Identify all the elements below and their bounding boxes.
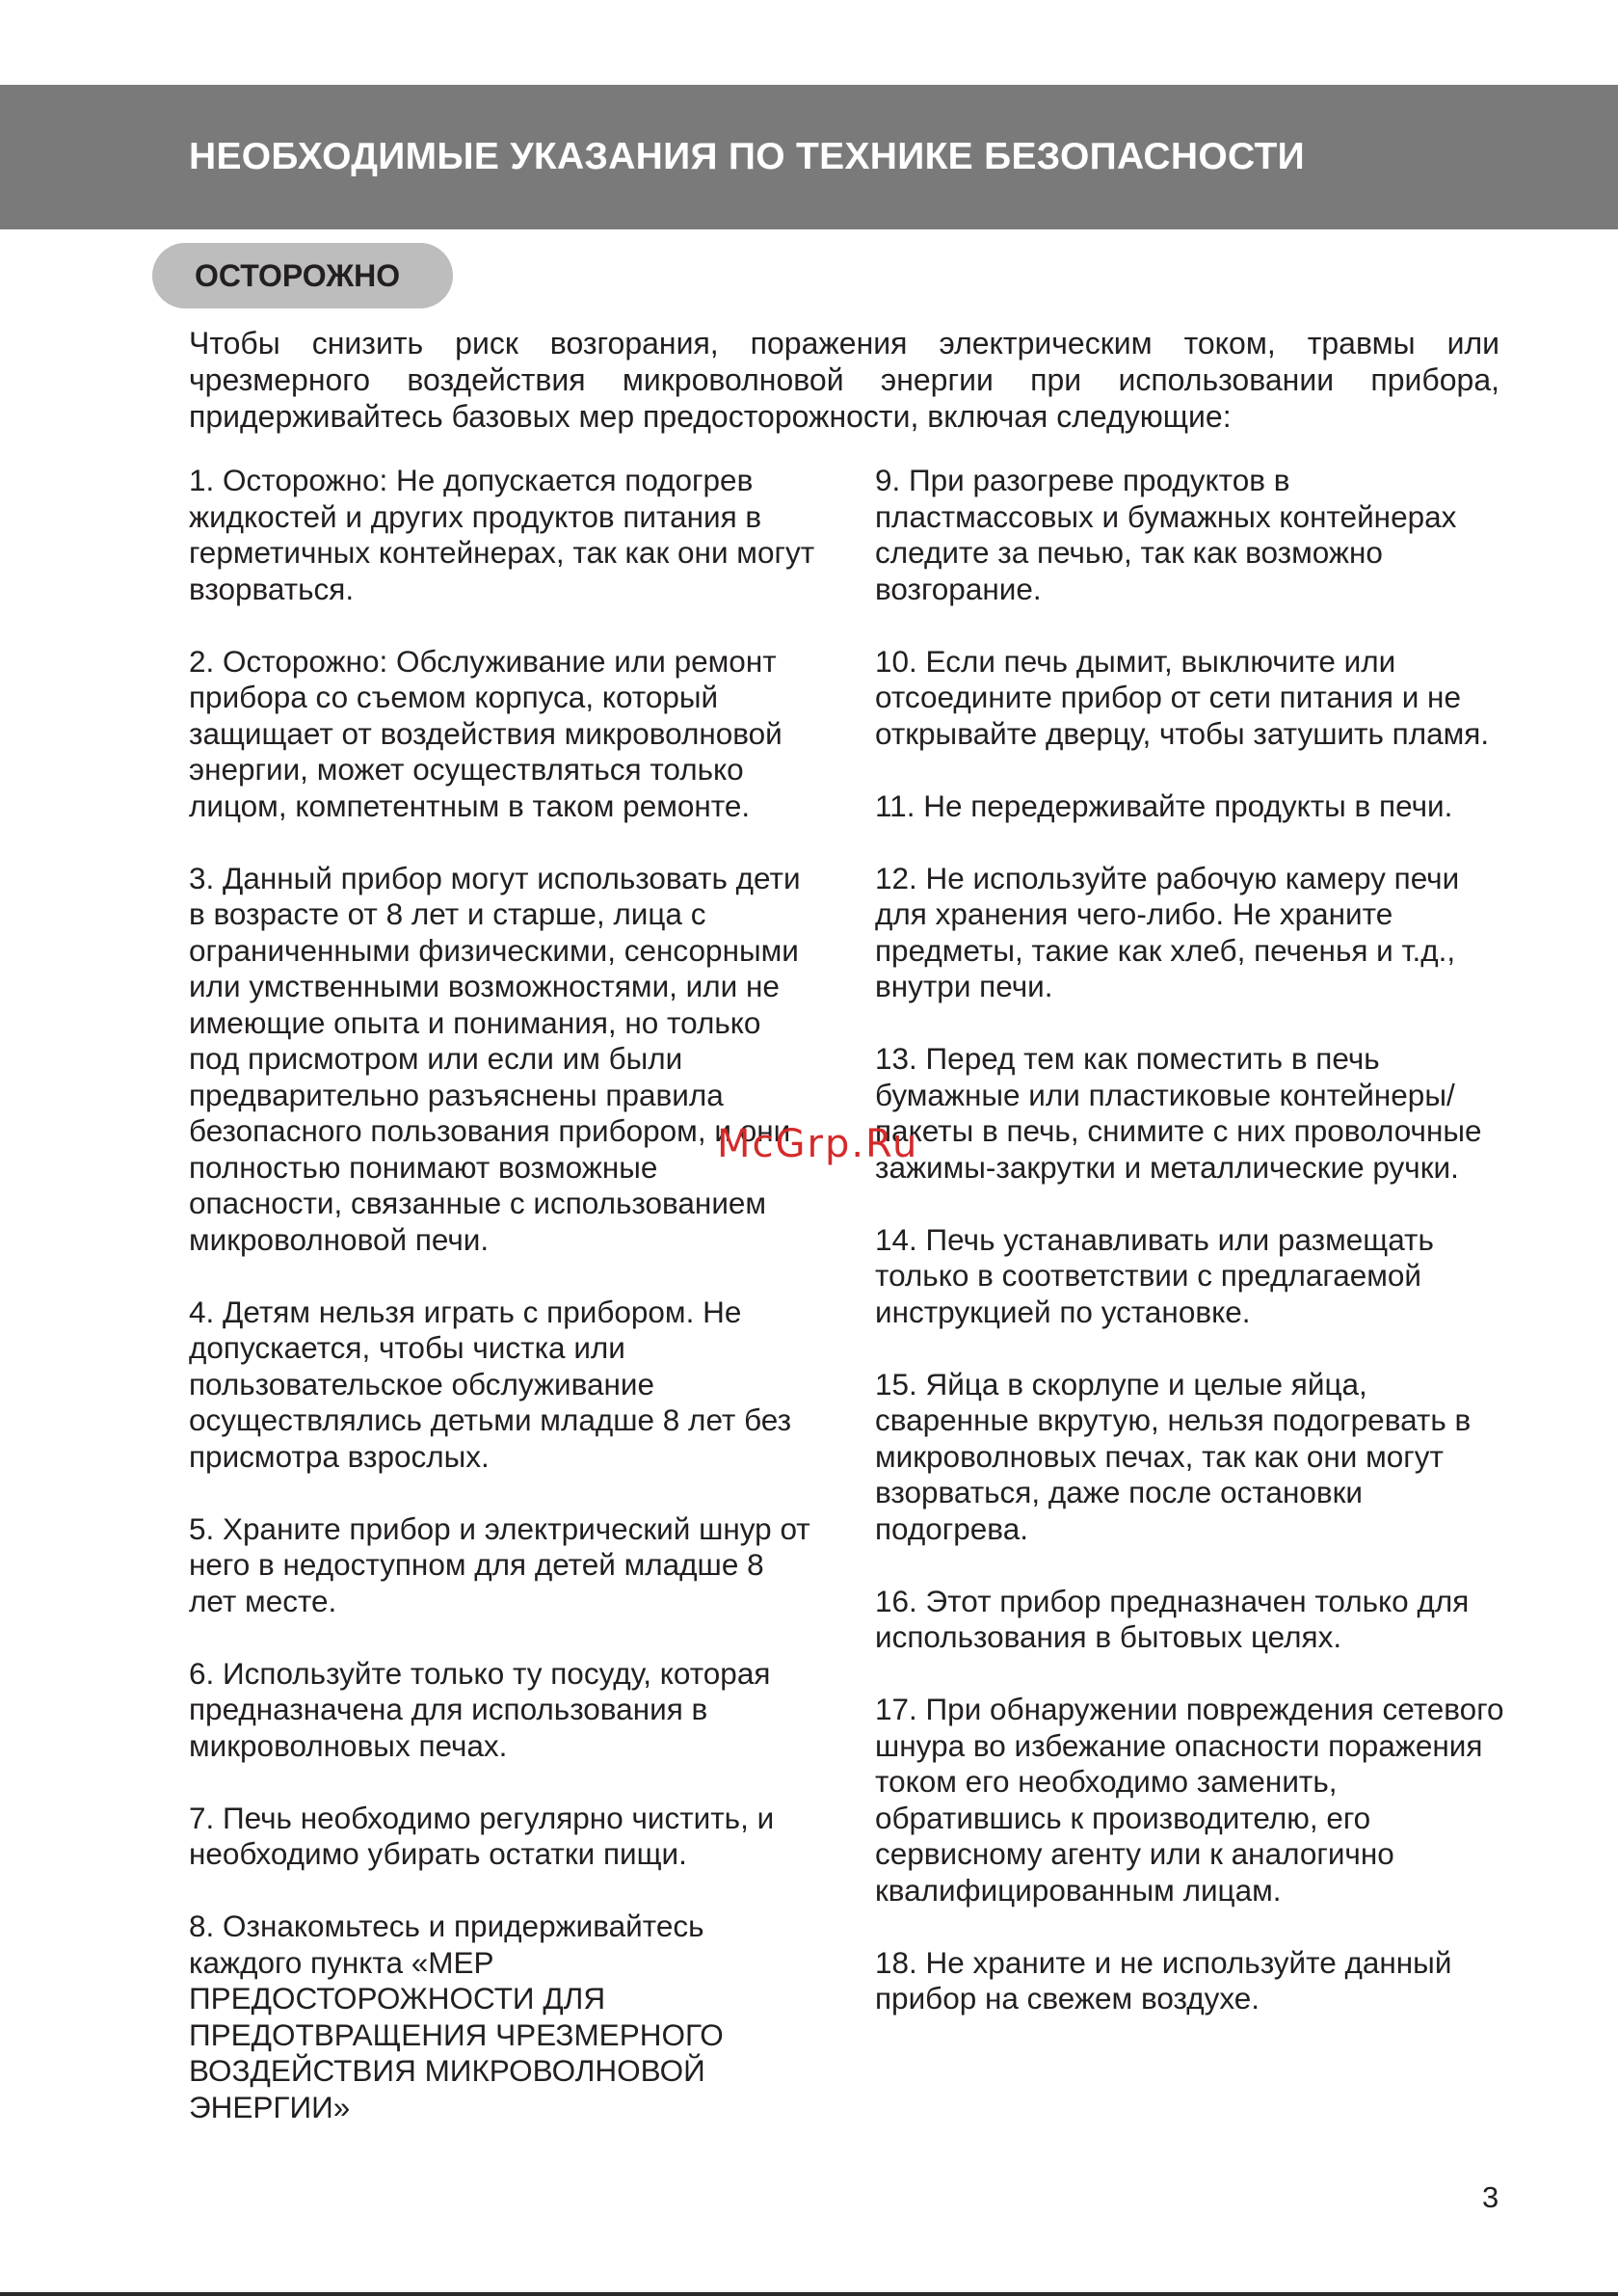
safety-item-9: 9. При разогреве продуктов в пластмассовых и бумажных контейнерах следите за печью, так как возможно возгорание. [875,463,1457,606]
safety-item-17: 17. При обнаружении повреждения сетевого шнура во избежание опасности поражения током его необходимо заменить, обратившись к производителю, его сервисному агенту или к аналогично квалифицированным лицам. [875,1692,1504,1908]
safety-item-2: 2. Осторожно: Обслуживание или ремонт прибора со съемом корпуса, который защищает от воздействия микроволновой энергии, может осуществляться только лицом, компетентным в таком ремонте. [189,643,782,823]
safety-item-15: 15. Яйца в скорлупе и целые яйца, сваренные вкрутую, нельзя подогревать в микроволновых печах, так как они могут взорваться, даже после остановки подогрева. [875,1366,1472,1546]
safety-item-10: 10. Если печь дымит, выключите или отсоедините прибор от сети питания и не открывайте дверцу, чтобы затушить пламя. [875,643,1490,751]
caution-badge [152,243,453,308]
caution-label: ОСТОРОЖНО [195,258,401,293]
safety-item-12: 12. Не используйте рабочую камеру печи для хранения чего-либо. Не храните предметы, такие как хлеб, печенья и т.д., внутри печи. [875,860,1460,1003]
safety-item-4: 4. Детям нельзя играть с прибором. Не допускается, чтобы чистка или пользовательское обслуживание осуществлялись детьми младше 8 лет без присмотра взрослых. [189,1294,792,1474]
page-title: НЕОБХОДИМЫЕ УКАЗАНИЯ ПО ТЕХНИКЕ БЕЗОПАСНОСТИ [189,136,1305,177]
safety-item-8: 8. Ознакомьтесь и придерживайтесь каждого пункта «МЕР ПРЕДОСТОРОЖНОСТИ ДЛЯ ПРЕДОТВРАЩЕНИЯ ЧРЕЗМЕРНОГО ВОЗДЕЙСТВИЯ МИКРОВОЛНОВОЙ ЭНЕРГИИ» [189,1909,724,2124]
safety-item-16: 16. Этот прибор предназначен только для использования в бытовых целях. [875,1583,1470,1654]
safety-item-13: 13. Перед тем как поместить в печь бумажные или пластиковые контейнеры/пакеты в печь, снимите с них проволочные зажимы-закрутки и металлические ручки. [875,1041,1482,1185]
safety-item-14: 14. Печь устанавливать или размещать только в соответствии с предлагаемой инструкцией по установке. [875,1221,1434,1329]
safety-item-18: 18. Не храните и не используйте данный прибор на свежем воздухе. [875,1944,1452,2016]
safety-item-5: 5. Храните прибор и электрический шнур от него в недоступном для детей младше 8 лет месте. [189,1510,810,1618]
page-number: 3 [1482,2180,1499,2214]
safety-list-right [875,463,1511,2053]
safety-item-6: 6. Используйте только ту посуду, которая предназначена для использования в микроволновых печах. [189,1655,771,1763]
safety-list-left [189,463,815,2162]
watermark: McGrp.Ru [717,1122,919,1166]
safety-item-1: 1. Осторожно: Не допускается подогрев жидкостей и других продуктов питания в герметичных контейнерах, так как они могут взорваться. [189,463,815,606]
safety-item-11: 11. Не передерживайте продукты в печи. [875,788,1453,823]
intro-paragraph: Чтобы снизить риск возгорания, поражения электрическим током, травмы или чрезмерного воздействия микроволновой энергии при использовании прибора, придерживайтесь базовых мер предосторожности, включая следующие: [189,326,1499,434]
safety-item-3: 3. Данный прибор могут использовать дети в возрасте от 8 лет и старше, лица с ограниченными физическими, сенсорными или умственными возможностями, или не имеющие опыта и понимания, но только под присмотром или если им были предварительно разъяснены правила безопасного пользования прибором, и они полностью понимают возможные опасности, связанные с использованием микроволновой печи. [189,860,801,1257]
safety-item-7: 7. Печь необходимо регулярно чистить, и необходимо убирать остатки пищи. [189,1800,775,1871]
bottom-divider [0,2292,1618,2296]
